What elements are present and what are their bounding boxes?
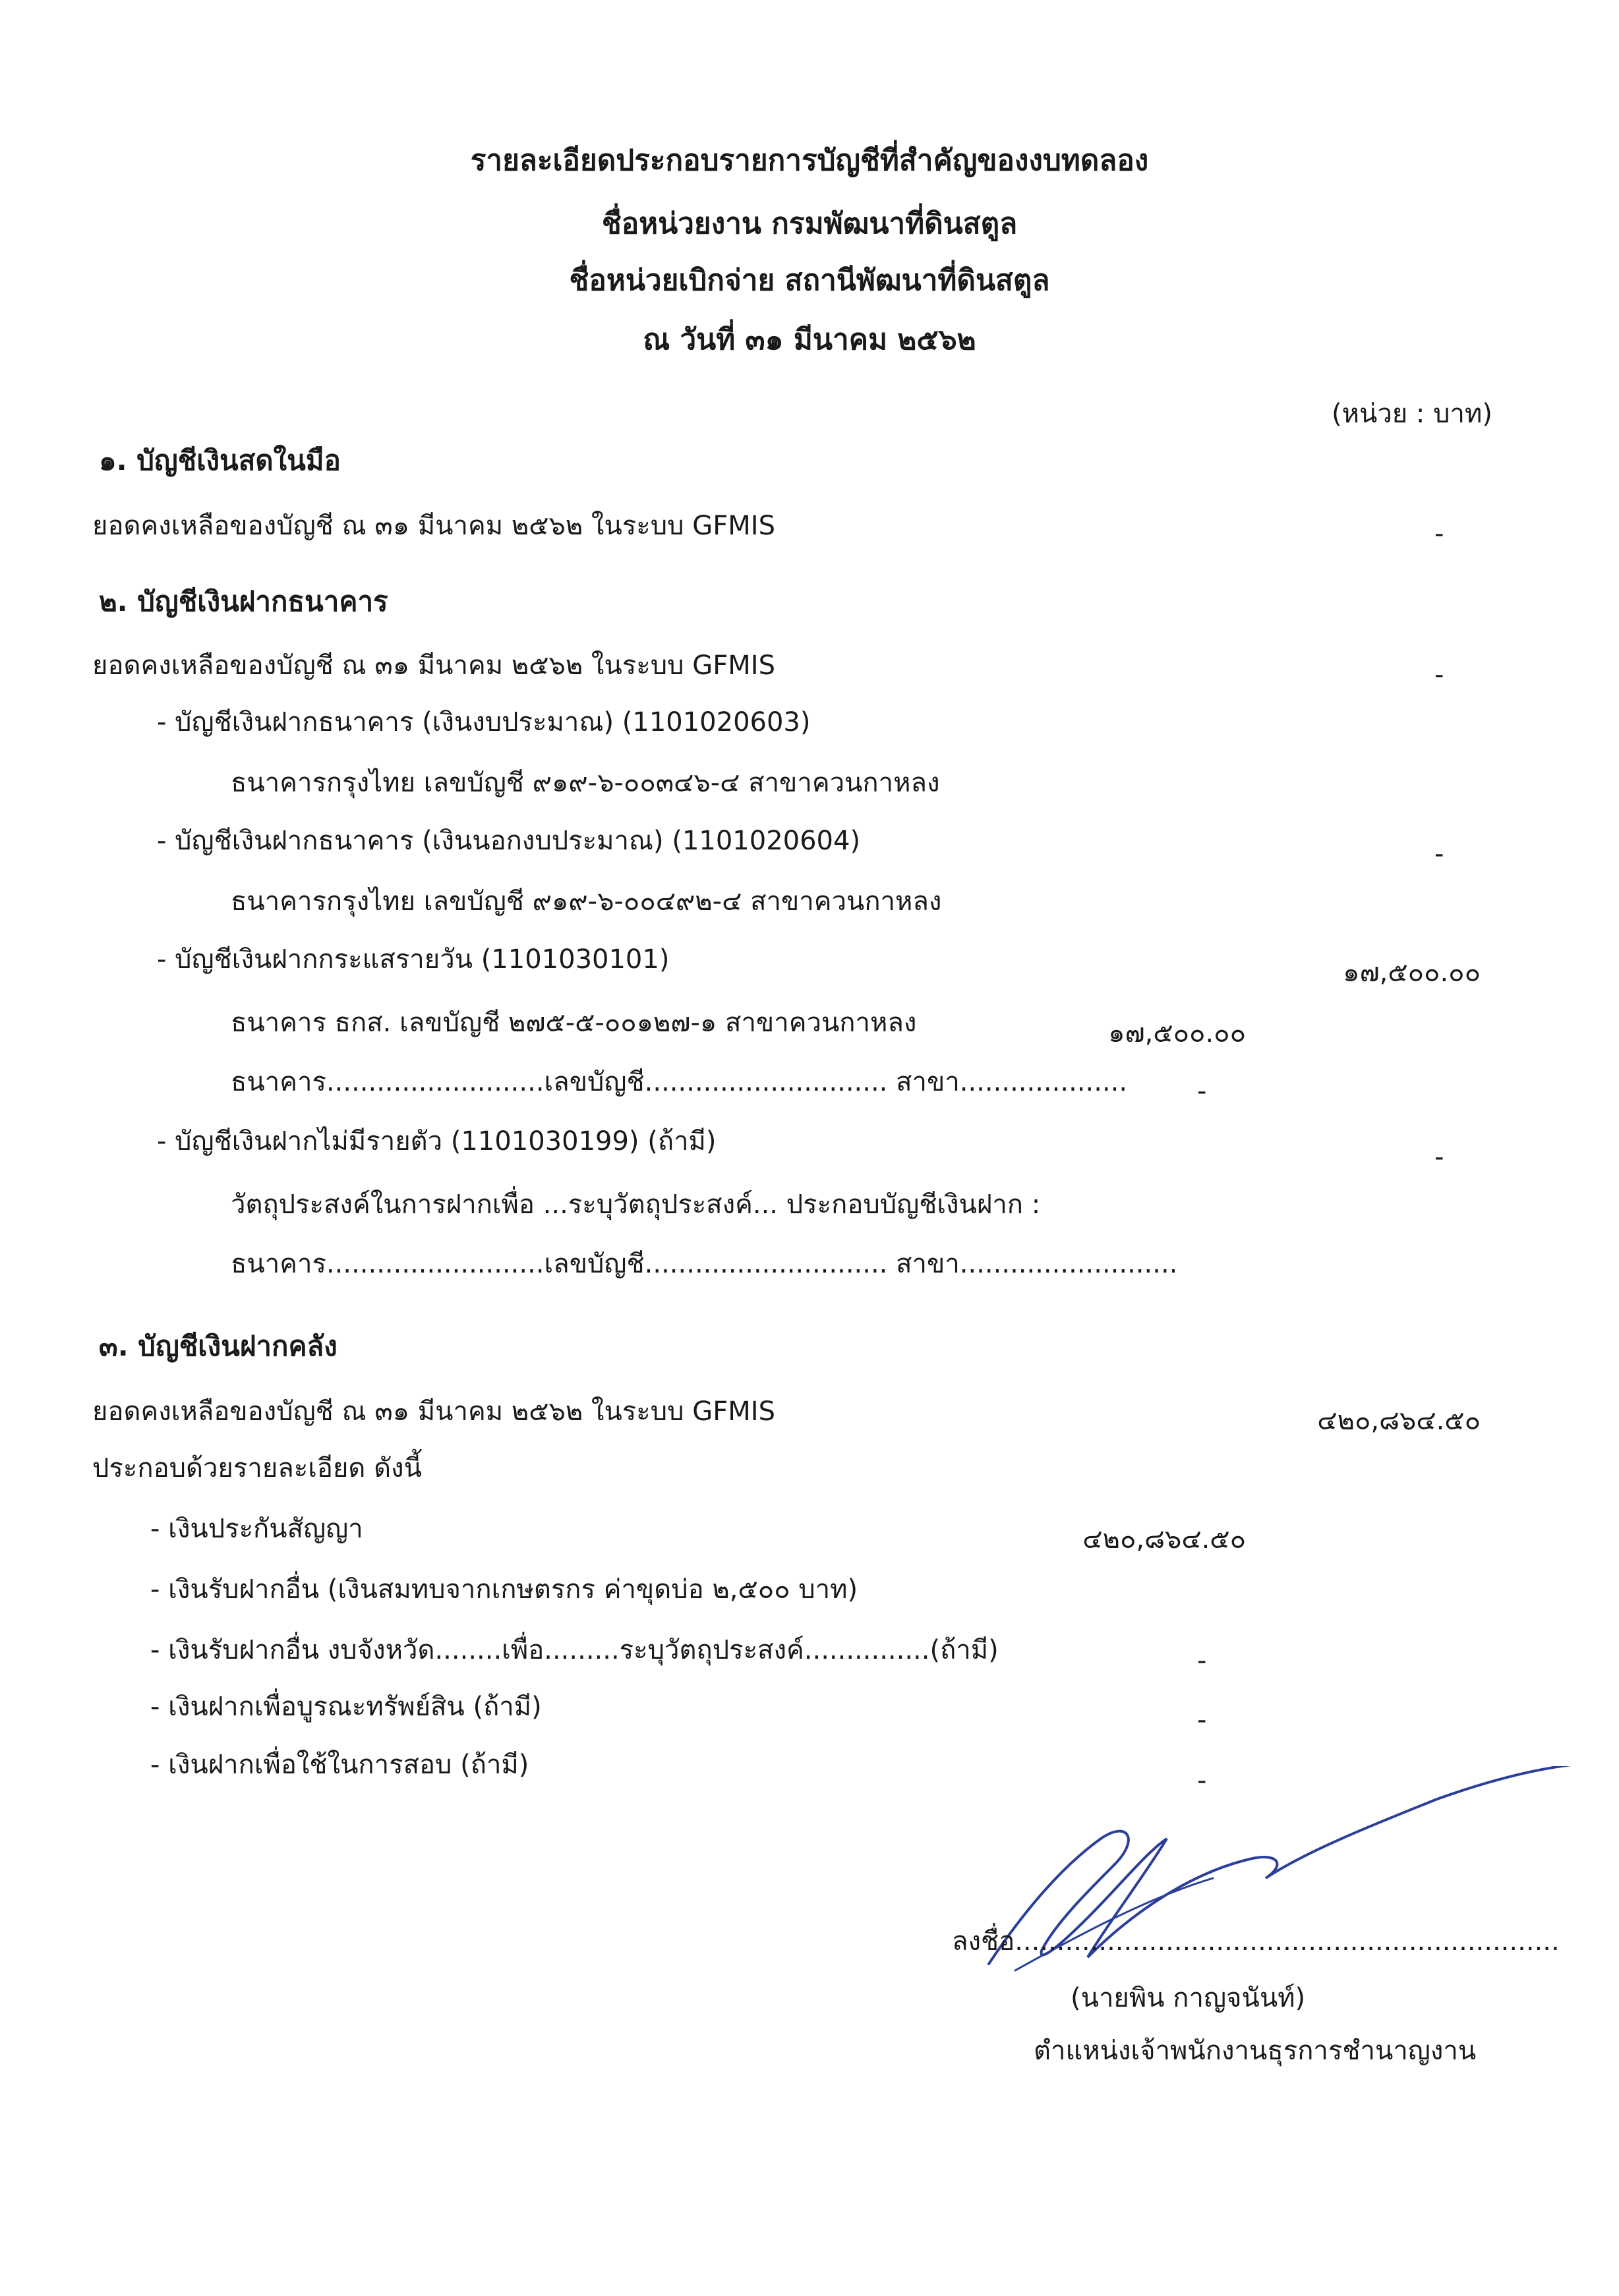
section2-item2-label: - บัญชีเงินฝากธนาคาร (เงินนอกงบประมาณ) (1101020604) bbox=[157, 826, 861, 856]
section3-item3-label: - เงินรับฝากอื่น งบจังหวัด........เพื่อ.........ระบุวัตถุประสงค์...............(ถ้ามี) bbox=[150, 1635, 999, 1665]
section2-item2-bank: ธนาคารกรุงไทย เลขบัญชี ๙๑๙-๖-๐๐๔๙๒-๔ สาขาควนกาหลง bbox=[231, 886, 942, 917]
section3-item4-value: - bbox=[1197, 1705, 1207, 1735]
section3-item5-value: - bbox=[1197, 1765, 1207, 1796]
signature-line: ลงชื่อ................................................................. bbox=[952, 1926, 1560, 1957]
section2-item3-value: ๑๗,๕๐๐.๐๐ bbox=[1343, 958, 1481, 988]
section2-balance-label: ยอดคงเหลือของบัญชี ณ ๓๑ มีนาคม ๒๕๖๒ ในระบบ GFMIS bbox=[92, 650, 775, 681]
handwritten-signature bbox=[976, 1766, 1619, 1990]
section3-balance-value: ๔๒๐,๘๖๔.๕๐ bbox=[1317, 1406, 1481, 1436]
signer-position: ตำแหน่งเจ้าพนักงานธุรการชำนาญงาน bbox=[1034, 2036, 1477, 2066]
section3-item4-label: - เงินฝากเพื่อบูรณะทรัพย์สิน (ถ้ามี) bbox=[150, 1692, 542, 1722]
section3-item1-label: - เงินประกันสัญญา bbox=[150, 1514, 363, 1544]
section2-item3-bank: ธนาคาร ธกส. เลขบัญชี ๒๗๕-๕-๐๐๑๒๗-๑ สาขาควนกาหลง bbox=[231, 1008, 917, 1038]
section2-item3-blank-bank: ธนาคาร..........................เลขบัญชี............................. สาขา.................... bbox=[231, 1067, 1128, 1097]
section3-balance-label: ยอดคงเหลือของบัญชี ณ ๓๑ มีนาคม ๒๕๖๒ ในระบบ GFMIS bbox=[92, 1396, 775, 1427]
section1-heading: ๑. บัญชีเงินสดในมือ bbox=[99, 444, 341, 476]
section2-item4-blank-bank: ธนาคาร..........................เลขบัญชี............................. สาขา.......................... bbox=[231, 1249, 1178, 1279]
section3-item3-value: - bbox=[1197, 1646, 1207, 1676]
agency-name: ชื่อหน่วยงาน กรมพัฒนาที่ดินสตูล bbox=[601, 207, 1018, 241]
section3-heading: ๓. บัญชีเงินฝากคลัง bbox=[99, 1330, 338, 1362]
section2-heading: ๒. บัญชีเงินฝากธนาคาร bbox=[99, 585, 388, 617]
report-date: ณ วันที่ ๓๑ มีนาคม ๒๕๖๒ bbox=[643, 323, 976, 357]
section1-balance-label: ยอดคงเหลือของบัญชี ณ ๓๑ มีนาคม ๒๕๖๒ ในระบบ GFMIS bbox=[92, 511, 775, 541]
section2-item3-label: - บัญชีเงินฝากกระแสรายวัน (1101030101) bbox=[157, 944, 670, 975]
section2-item1-label: - บัญชีเงินฝากธนาคาร (เงินงบประมาณ) (1101020603) bbox=[157, 707, 811, 737]
section2-item1-bank: ธนาคารกรุงไทย เลขบัญชี ๙๑๙-๖-๐๐๓๔๖-๔ สาขาควนกาหลง bbox=[231, 768, 940, 798]
section2-balance-value: - bbox=[1434, 660, 1444, 690]
section2-item2-value: - bbox=[1434, 839, 1444, 869]
section2-item3-blank-value: - bbox=[1197, 1076, 1207, 1106]
unit-label: (หน่วย : บาท) bbox=[1332, 399, 1492, 429]
document-title: รายละเอียดประกอบรายการบัญชีที่สำคัญของงบทดลอง bbox=[470, 144, 1149, 177]
section3-detail-intro: ประกอบด้วยรายละเอียด ดังนี้ bbox=[92, 1453, 422, 1483]
signer-name: (นายพิน กาญจนันท์) bbox=[1071, 1983, 1306, 2013]
section3-item2-label: - เงินรับฝากอื่น (เงินสมทบจากเกษตรกร ค่าขุดบ่อ ๒,๕๐๐ บาท) bbox=[150, 1574, 858, 1605]
section2-item4-label: - บัญชีเงินฝากไม่มีรายตัว (1101030199) (ถ้ามี) bbox=[157, 1126, 717, 1157]
disbursing-unit-name: ชื่อหน่วยเบิกจ่าย สถานีพัฒนาที่ดินสตูล bbox=[569, 264, 1050, 297]
section2-item4-purpose: วัตถุประสงค์ในการฝากเพื่อ ...ระบุวัตถุประสงค์... ประกอบบัญชีเงินฝาก : bbox=[231, 1190, 1041, 1220]
section3-item5-label: - เงินฝากเพื่อใช้ในการสอบ (ถ้ามี) bbox=[150, 1750, 529, 1780]
section2-item4-value: - bbox=[1434, 1142, 1444, 1172]
section1-balance-value: - bbox=[1434, 519, 1444, 549]
section2-item3-bank-value: ๑๗,๕๐๐.๐๐ bbox=[1108, 1018, 1246, 1048]
section3-item1-value: ๔๒๐,๘๖๔.๕๐ bbox=[1082, 1524, 1246, 1555]
